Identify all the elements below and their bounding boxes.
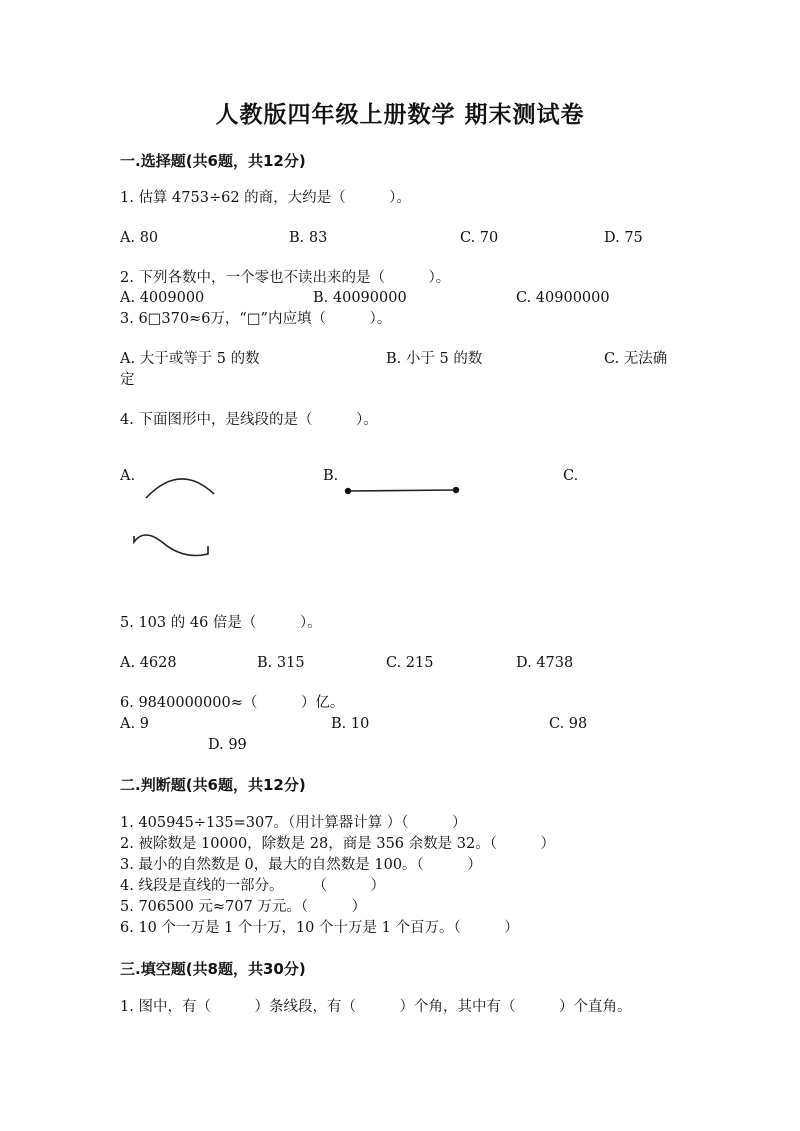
question-5-option-a: A. 4628 [120, 655, 177, 671]
judge-item-3: 3. 最小的自然数是 0，最大的自然数是 100。（ ） [120, 857, 482, 873]
judge-item-1: 1. 405945÷135=307。（用计算器计算 ）（ ） [120, 815, 467, 831]
section-heading-true-false: 二.判断题(共6题，共12分) [120, 776, 306, 794]
question-1-option-a: A. 80 [120, 230, 159, 246]
judge-item-4: 4. 线段是直线的一部分。 （ ） [120, 878, 385, 894]
question-1-option-b: B. 83 [289, 230, 328, 246]
question-3-option-b: B. 小于 5 的数 [386, 351, 483, 367]
question-1-option-c: C. 70 [460, 230, 499, 246]
question-5-option-d: D. 4738 [516, 655, 574, 671]
question-6-option-a: A. 9 [120, 716, 149, 732]
fill-question-1: 1. 图中，有（ ）条线段，有（ ）个角，其中有（ ）个直角。 [120, 999, 632, 1015]
question-6-option-b: B. 10 [331, 716, 370, 732]
question-6-option-d: D. 99 [208, 737, 247, 753]
question-5-option-c: C. 215 [386, 655, 434, 671]
question-2-option-b: B. 40090000 [313, 290, 407, 306]
section-heading-fill-blank: 三.填空题(共8题，共30分) [120, 960, 306, 978]
question-2-option-c: C. 40900000 [516, 290, 610, 306]
question-6-option-c: C. 98 [549, 716, 588, 732]
judge-item-2: 2. 被除数是 10000，除数是 28，商是 356 余数是 32。（ ） [120, 836, 555, 852]
figure-arc [140, 470, 220, 502]
question-3-stem: 3. 6□370≈6万，“□”内应填（ ）。 [120, 311, 392, 327]
question-2-option-a: A. 4009000 [120, 290, 205, 306]
figure-line-segment [340, 482, 465, 498]
question-2-stem: 2. 下列各数中，一个零也不读出来的是（ ）。 [120, 270, 451, 286]
question-5-stem: 5. 103 的 46 倍是（ ）。 [120, 615, 322, 631]
judge-item-6: 6. 10 个一万是 1 个十万，10 个十万是 1 个百万。（ ） [120, 920, 519, 936]
question-3-option-c-wrap: 定 [120, 372, 135, 388]
figure-wave-curve [128, 530, 218, 566]
question-4-option-c: C. [563, 468, 579, 484]
question-3-option-a: A. 大于或等于 5 的数 [120, 351, 260, 367]
question-4-option-b: B. [323, 468, 339, 484]
judge-item-5: 5. 706500 元≈707 万元。（ ） [120, 899, 367, 915]
question-4-option-a: A. [120, 468, 136, 484]
page-title: 人教版四年级上册数学 期末测试卷 [215, 102, 585, 128]
segment-endpoint [345, 488, 351, 494]
question-5-option-b: B. 315 [257, 655, 305, 671]
question-1-stem: 1. 估算 4753÷62 的商，大约是（ ）。 [120, 190, 411, 206]
segment-endpoint [453, 487, 459, 493]
question-1-option-d: D. 75 [604, 230, 643, 246]
section-heading-choice: 一.选择题(共6题，共12分) [120, 152, 306, 170]
question-3-option-c: C. 无法确 [604, 351, 668, 367]
question-6-stem: 6. 9840000000≈（ ）亿。 [120, 695, 345, 711]
question-4-stem: 4. 下面图形中，是线段的是（ ）。 [120, 412, 378, 428]
